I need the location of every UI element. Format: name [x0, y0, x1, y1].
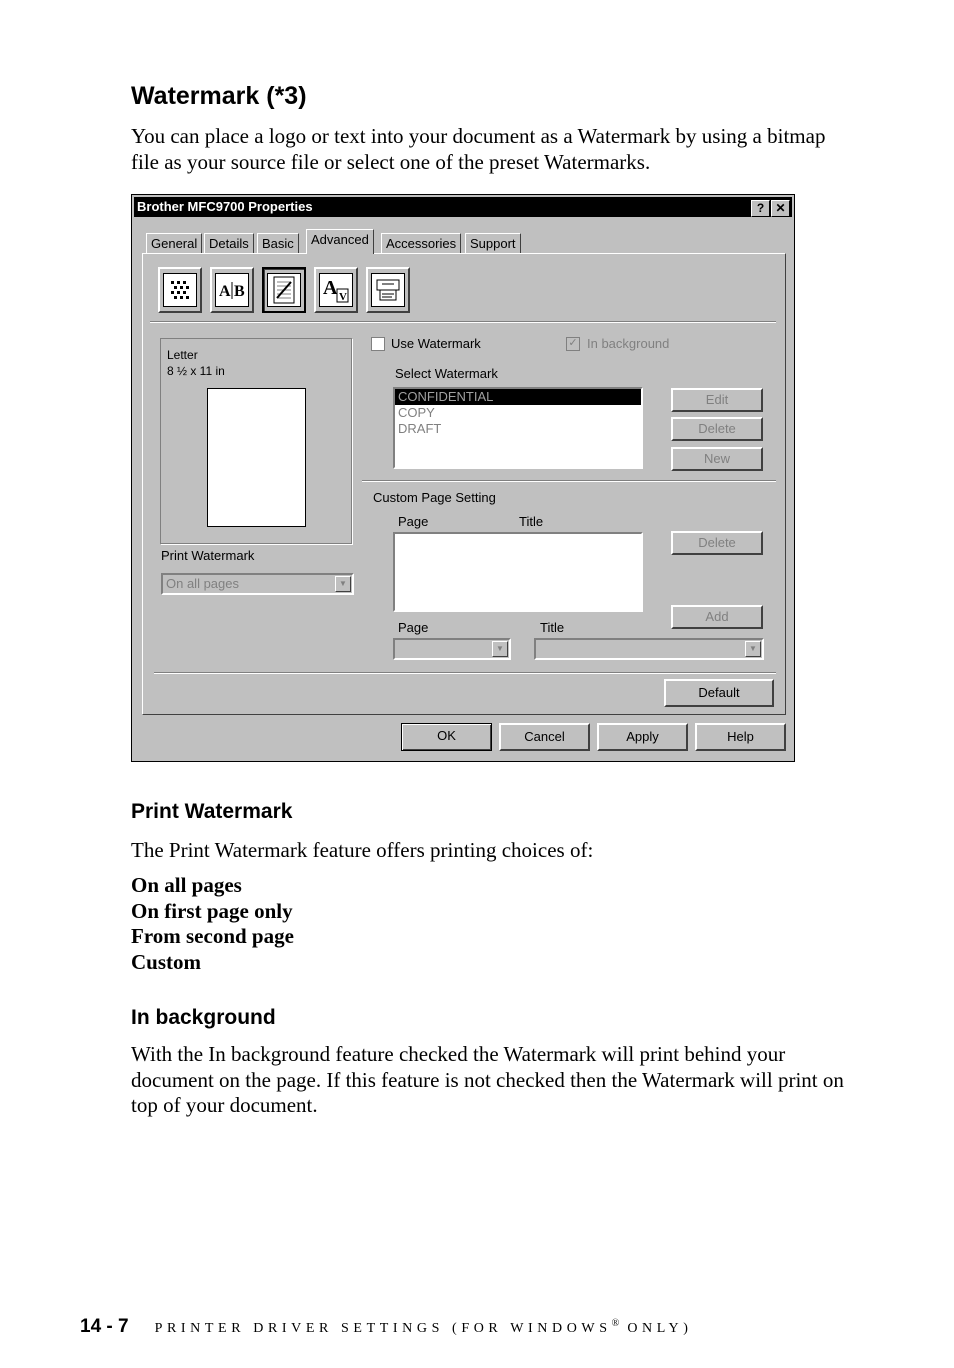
help-button[interactable]: Help	[695, 723, 786, 751]
default-button[interactable]: Default	[664, 679, 774, 707]
print-watermark-paragraph: The Print Watermark feature offers printing choices of:	[131, 838, 594, 862]
tab-accessories[interactable]: Accessories	[381, 233, 461, 254]
svg-text:B: B	[234, 283, 245, 300]
list-item[interactable]: COPY	[398, 405, 435, 420]
in-background-paragraph: With the In background feature checked the Watermark will print behind your document on the page. If this feature is not checked then the Watermark will print on top of your document.	[131, 1042, 844, 1117]
tab-support[interactable]: Support	[465, 233, 521, 254]
print-watermark-heading: Print Watermark	[131, 800, 293, 823]
dialog-title: Brother MFC9700 Properties	[137, 199, 313, 214]
intro-paragraph: You can place a logo or text into your document as a Watermark by using a bitmap file as your source file or select one of the preset Watermarks.	[131, 124, 826, 174]
section-title: Watermark (*3)	[131, 82, 307, 110]
edit-button[interactable]: Edit	[671, 388, 763, 412]
choices-list	[131, 873, 294, 975]
list-item: From second page	[131, 924, 294, 948]
chevron-down-icon: ▼	[745, 641, 761, 657]
device-options-button[interactable]	[366, 267, 410, 313]
dialog-titlebar	[134, 197, 792, 217]
delete-custom-button[interactable]: Delete	[671, 531, 763, 555]
custom-page-list[interactable]	[393, 532, 643, 612]
help-icon[interactable]: ?	[751, 200, 770, 217]
page-number: 14 - 7	[80, 1316, 129, 1337]
duplex-button[interactable]	[210, 267, 254, 313]
tab-basic[interactable]: Basic	[257, 233, 299, 254]
tab-general[interactable]: General	[146, 233, 202, 254]
svg-text:A: A	[323, 277, 338, 299]
delete-button[interactable]: Delete	[671, 417, 763, 441]
close-icon[interactable]: ✕	[771, 200, 790, 217]
list-item: Custom	[131, 949, 202, 974]
divider	[362, 480, 776, 482]
use-watermark-checkbox[interactable]	[371, 337, 385, 351]
footer-text: PRINTER DRIVER SETTINGS (FOR WINDOWS	[154, 1321, 612, 1336]
paper-preview	[207, 388, 306, 527]
title-label: Title	[540, 620, 565, 635]
page-select[interactable]	[393, 638, 511, 660]
divider	[150, 321, 776, 323]
list-item: On first page only	[131, 898, 293, 923]
paper-name: Letter	[167, 348, 198, 362]
print-quality-icon	[163, 273, 197, 307]
watermark-list[interactable]	[393, 387, 643, 469]
add-button[interactable]: Add	[671, 605, 763, 629]
cancel-button[interactable]: Cancel	[499, 723, 590, 751]
svg-text:A: A	[219, 283, 231, 300]
chevron-down-icon: ▼	[492, 641, 508, 657]
print-quality-button[interactable]	[158, 267, 202, 313]
tab-details[interactable]: Details	[204, 233, 254, 254]
select-watermark-label: Select Watermark	[395, 366, 498, 381]
page-label: Page	[398, 620, 429, 635]
use-watermark-label: Use Watermark	[391, 336, 481, 351]
list-item[interactable]: CONFIDENTIAL	[395, 389, 641, 405]
properties-dialog	[131, 194, 795, 762]
svg-text:V: V	[339, 291, 347, 303]
new-button[interactable]: New	[671, 447, 763, 471]
print-watermark-value: On all pages	[166, 576, 239, 591]
tab-advanced[interactable]: Advanced	[306, 229, 374, 254]
in-background-checkbox[interactable]: ✓	[566, 337, 580, 351]
ok-button[interactable]: OK	[401, 723, 492, 751]
custom-page-setting-label: Custom Page Setting	[373, 490, 496, 505]
list-item[interactable]: DRAFT	[398, 421, 442, 436]
print-watermark-select[interactable]	[161, 573, 354, 595]
in-background-heading: In background	[131, 1006, 276, 1029]
font-button[interactable]	[314, 267, 358, 313]
duplex-icon	[215, 273, 249, 307]
apply-button[interactable]: Apply	[597, 723, 688, 751]
device-options-icon	[371, 273, 405, 307]
watermark-icon	[267, 273, 301, 307]
registered-mark: ®	[611, 1318, 620, 1329]
paper-size: 8 ½ x 11 in	[167, 364, 225, 378]
divider	[154, 672, 776, 674]
footer-text-end: ONLY)	[619, 1321, 693, 1336]
font-icon	[319, 273, 353, 307]
title-select[interactable]	[534, 638, 764, 660]
list-item: On all pages	[131, 873, 242, 897]
in-background-label: In background	[587, 336, 670, 351]
print-watermark-label: Print Watermark	[161, 548, 255, 563]
chevron-down-icon: ▼	[335, 576, 351, 592]
page-footer	[80, 1316, 692, 1338]
title-column-header: Title	[519, 514, 544, 529]
watermark-button[interactable]	[262, 267, 306, 313]
page-column-header: Page	[398, 514, 429, 529]
